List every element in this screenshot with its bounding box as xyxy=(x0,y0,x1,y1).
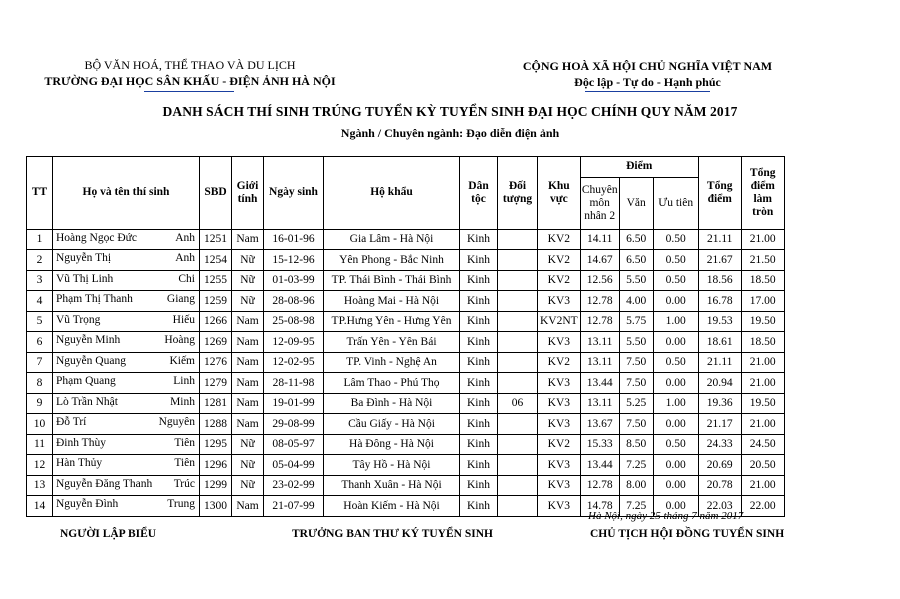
cell-dob: 29-08-99 xyxy=(264,414,324,435)
nation-name: CỘNG HOÀ XÃ HỘI CHỦ NGHĨA VIỆT NAM xyxy=(522,59,773,73)
cell-ethnic: Kinh xyxy=(460,352,498,373)
cell-total: 22.03 xyxy=(698,496,741,517)
cell-region: KV3 xyxy=(538,291,581,312)
cell-target xyxy=(498,311,538,332)
admission-table xyxy=(26,156,785,517)
cell-dob: 05-04-99 xyxy=(264,455,324,476)
cell-gender: Nữ xyxy=(232,475,264,496)
cell-residence: Lâm Thao - Phú Thọ xyxy=(324,373,460,394)
document-subtitle: Ngành / Chuyên ngành: Đạo diễn điện ảnh xyxy=(340,126,560,140)
col-tt: TT xyxy=(27,157,53,230)
cell-sbd: 1269 xyxy=(200,332,232,353)
cell-dob: 25-08-98 xyxy=(264,311,324,332)
cell-priority: 0.00 xyxy=(653,414,698,435)
table-row xyxy=(27,434,785,455)
cell-target xyxy=(498,229,538,250)
cell-total: 20.78 xyxy=(698,475,741,496)
cell-residence: TP. Vinh - Nghệ An xyxy=(324,352,460,373)
cell-name xyxy=(53,332,200,353)
given-name: Trúc xyxy=(173,477,195,490)
cell-ethnic: Kinh xyxy=(460,270,498,291)
cell-region: KV3 xyxy=(538,393,581,414)
cell-gender: Nữ xyxy=(232,270,264,291)
cell-priority: 0.50 xyxy=(653,352,698,373)
cell-region: KV2 xyxy=(538,250,581,271)
sign-date: Hà Nội, ngày 25 tháng 7 năm 2017 xyxy=(588,510,744,522)
table-row xyxy=(27,311,785,332)
motto-underline xyxy=(585,91,710,92)
cell-tt: 4 xyxy=(27,291,53,312)
cell-lit: 4.00 xyxy=(619,291,653,312)
table-row xyxy=(27,352,785,373)
col-rounded: Tổng điểm làm tròn xyxy=(741,157,784,230)
cell-residence: Cầu Giấy - Hà Nội xyxy=(324,414,460,435)
cell-sbd: 1251 xyxy=(200,229,232,250)
cell-rounded: 17.00 xyxy=(741,291,784,312)
family-name: Hoàng Ngọc Đức xyxy=(56,231,137,244)
cell-major: 12.56 xyxy=(580,270,619,291)
cell-region: KV2NT xyxy=(538,311,581,332)
cell-tt: 2 xyxy=(27,250,53,271)
school-name: TRƯỜNG ĐẠI HỌC SÂN KHẤU - ĐIỆN ẢNH HÀ NỘI xyxy=(44,74,336,88)
cell-dob: 19-01-99 xyxy=(264,393,324,414)
cell-rounded: 21.50 xyxy=(741,250,784,271)
cell-target: 06 xyxy=(498,393,538,414)
cell-total: 19.36 xyxy=(698,393,741,414)
cell-ethnic: Kinh xyxy=(460,414,498,435)
cell-priority: 0.50 xyxy=(653,434,698,455)
cell-tt: 8 xyxy=(27,373,53,394)
cell-priority: 0.00 xyxy=(653,291,698,312)
cell-total: 20.69 xyxy=(698,455,741,476)
cell-sbd: 1300 xyxy=(200,496,232,517)
cell-target xyxy=(498,332,538,353)
cell-region: KV3 xyxy=(538,414,581,435)
cell-name xyxy=(53,455,200,476)
col-total: Tổng điểm xyxy=(698,157,741,230)
school-underline xyxy=(144,91,234,92)
cell-name xyxy=(53,475,200,496)
cell-priority: 1.00 xyxy=(653,393,698,414)
family-name: Nguyễn Đăng Thanh xyxy=(56,477,153,490)
cell-lit: 5.50 xyxy=(619,332,653,353)
cell-total: 19.53 xyxy=(698,311,741,332)
cell-region: KV3 xyxy=(538,496,581,517)
col-lit: Văn xyxy=(619,177,653,229)
cell-name xyxy=(53,250,200,271)
col-major: Chuyên môn nhân 2 xyxy=(580,177,619,229)
cell-tt: 1 xyxy=(27,229,53,250)
cell-residence: Hoàng Mai - Hà Nội xyxy=(324,291,460,312)
cell-sbd: 1296 xyxy=(200,455,232,476)
motto: Độc lập - Tự do - Hạnh phúc xyxy=(574,75,721,89)
cell-rounded: 21.00 xyxy=(741,373,784,394)
family-name: Phạm Quang xyxy=(56,375,116,387)
cell-dob: 08-05-97 xyxy=(264,434,324,455)
cell-rounded: 20.50 xyxy=(741,455,784,476)
cell-region: KV2 xyxy=(538,229,581,250)
chairman-signature-label: CHỦ TỊCH HỘI ĐỒNG TUYỂN SINH xyxy=(590,528,785,540)
cell-dob: 21-07-99 xyxy=(264,496,324,517)
cell-priority: 0.00 xyxy=(653,475,698,496)
cell-residence: Hà Đông - Hà Nội xyxy=(324,434,460,455)
cell-sbd: 1259 xyxy=(200,291,232,312)
cell-ethnic: Kinh xyxy=(460,250,498,271)
col-score-group: Điểm xyxy=(580,157,698,178)
cell-region: KV3 xyxy=(538,373,581,394)
family-name: Vũ Trọng xyxy=(56,313,101,326)
cell-residence: TP.Hưng Yên - Hưng Yên xyxy=(324,311,460,332)
cell-sbd: 1295 xyxy=(200,434,232,455)
cell-rounded: 19.50 xyxy=(741,311,784,332)
cell-priority: 0.00 xyxy=(653,332,698,353)
cell-priority: 0.00 xyxy=(653,496,698,517)
cell-sbd: 1266 xyxy=(200,311,232,332)
cell-major: 12.78 xyxy=(580,291,619,312)
family-name: Nguyễn Đình xyxy=(56,498,119,510)
cell-name xyxy=(53,352,200,373)
table-row xyxy=(27,393,785,414)
cell-major: 12.78 xyxy=(580,311,619,332)
cell-major: 14.78 xyxy=(580,496,619,517)
cell-total: 21.11 xyxy=(698,352,741,373)
cell-total: 21.17 xyxy=(698,414,741,435)
cell-target xyxy=(498,414,538,435)
cell-name xyxy=(53,434,200,455)
table-row xyxy=(27,475,785,496)
table-row xyxy=(27,373,785,394)
cell-major: 14.67 xyxy=(580,250,619,271)
cell-residence: Hoàn Kiếm - Hà Nội xyxy=(324,496,460,517)
cell-ethnic: Kinh xyxy=(460,332,498,353)
cell-tt: 5 xyxy=(27,311,53,332)
cell-region: KV2 xyxy=(538,270,581,291)
cell-priority: 0.00 xyxy=(653,373,698,394)
cell-gender: Nữ xyxy=(232,455,264,476)
cell-ethnic: Kinh xyxy=(460,373,498,394)
cell-residence: Gia Lâm - Hà Nội xyxy=(324,229,460,250)
cell-gender: Nữ xyxy=(232,434,264,455)
given-name: Minh xyxy=(170,395,195,408)
cell-name xyxy=(53,291,200,312)
cell-name xyxy=(53,414,200,435)
cell-gender: Nữ xyxy=(232,291,264,312)
cell-tt: 13 xyxy=(27,475,53,496)
cell-gender: Nam xyxy=(232,393,264,414)
cell-rounded: 22.00 xyxy=(741,496,784,517)
cell-target xyxy=(498,475,538,496)
cell-tt: 6 xyxy=(27,332,53,353)
cell-rounded: 24.50 xyxy=(741,434,784,455)
cell-name xyxy=(53,229,200,250)
cell-target xyxy=(498,270,538,291)
cell-total: 24.33 xyxy=(698,434,741,455)
cell-ethnic: Kinh xyxy=(460,291,498,312)
cell-gender: Nam xyxy=(232,373,264,394)
table-row xyxy=(27,414,785,435)
cell-target xyxy=(498,455,538,476)
cell-total: 16.78 xyxy=(698,291,741,312)
cell-ethnic: Kinh xyxy=(460,475,498,496)
cell-sbd: 1288 xyxy=(200,414,232,435)
family-name: Nguyễn Minh xyxy=(56,334,121,346)
cell-lit: 6.50 xyxy=(619,250,653,271)
cell-major: 13.44 xyxy=(580,455,619,476)
given-name: Giang xyxy=(166,293,195,305)
col-dob: Ngày sinh xyxy=(264,157,324,230)
cell-gender: Nam xyxy=(232,352,264,373)
cell-gender: Nam xyxy=(232,414,264,435)
cell-ethnic: Kinh xyxy=(460,229,498,250)
cell-lit: 7.25 xyxy=(619,496,653,517)
cell-tt: 14 xyxy=(27,496,53,517)
family-name: Hàn Thủy xyxy=(56,457,103,469)
cell-target xyxy=(498,434,538,455)
cell-lit: 5.25 xyxy=(619,393,653,414)
cell-target xyxy=(498,496,538,517)
cell-lit: 5.75 xyxy=(619,311,653,332)
cell-residence: Yên Phong - Bắc Ninh xyxy=(324,250,460,271)
col-sbd: SBD xyxy=(200,157,232,230)
cell-major: 15.33 xyxy=(580,434,619,455)
table-row xyxy=(27,250,785,271)
cell-residence: Trấn Yên - Yên Bái xyxy=(324,332,460,353)
cell-gender: Nam xyxy=(232,332,264,353)
cell-residence: Ba Đình - Hà Nội xyxy=(324,393,460,414)
col-region: Khu vực xyxy=(538,157,581,230)
given-name: Trung xyxy=(167,498,195,510)
cell-dob: 01-03-99 xyxy=(264,270,324,291)
family-name: Đỗ Trí xyxy=(56,416,87,428)
cell-tt: 10 xyxy=(27,414,53,435)
family-name: Vũ Thị Linh xyxy=(56,272,114,285)
cell-target xyxy=(498,250,538,271)
cell-dob: 12-02-95 xyxy=(264,352,324,373)
cell-residence: TP. Thái Bình - Thái Bình xyxy=(324,270,460,291)
cell-name xyxy=(53,373,200,394)
cell-ethnic: Kinh xyxy=(460,393,498,414)
preparer-signature-label: NGƯỜI LẬP BIỂU xyxy=(60,528,157,540)
national-header xyxy=(505,58,790,90)
given-name: Anh xyxy=(175,252,195,264)
col-gender: Giới tính xyxy=(232,157,264,230)
cell-rounded: 18.50 xyxy=(741,332,784,353)
family-name: Phạm Thị Thanh xyxy=(56,293,133,305)
cell-dob: 28-08-96 xyxy=(264,291,324,312)
cell-name xyxy=(53,496,200,517)
cell-rounded: 21.00 xyxy=(741,352,784,373)
cell-lit: 7.50 xyxy=(619,414,653,435)
cell-ethnic: Kinh xyxy=(460,455,498,476)
table-row xyxy=(27,291,785,312)
given-name: Kiếm xyxy=(169,354,195,367)
cell-lit: 5.50 xyxy=(619,270,653,291)
cell-major: 13.11 xyxy=(580,393,619,414)
cell-name xyxy=(53,393,200,414)
cell-dob: 28-11-98 xyxy=(264,373,324,394)
cell-sbd: 1281 xyxy=(200,393,232,414)
cell-sbd: 1299 xyxy=(200,475,232,496)
cell-major: 14.11 xyxy=(580,229,619,250)
cell-lit: 7.50 xyxy=(619,373,653,394)
given-name: Hiếu xyxy=(172,313,195,326)
secretary-signature-label: TRƯỞNG BAN THƯ KÝ TUYỂN SINH xyxy=(292,528,493,540)
cell-sbd: 1254 xyxy=(200,250,232,271)
cell-major: 12.78 xyxy=(580,475,619,496)
table-row xyxy=(27,270,785,291)
table-row xyxy=(27,455,785,476)
cell-gender: Nam xyxy=(232,229,264,250)
cell-ethnic: Kinh xyxy=(460,496,498,517)
cell-name xyxy=(53,270,200,291)
cell-region: KV3 xyxy=(538,475,581,496)
cell-priority: 0.50 xyxy=(653,250,698,271)
cell-target xyxy=(498,373,538,394)
cell-region: KV2 xyxy=(538,434,581,455)
cell-sbd: 1276 xyxy=(200,352,232,373)
cell-total: 20.94 xyxy=(698,373,741,394)
given-name: Hoàng xyxy=(164,334,195,346)
cell-sbd: 1255 xyxy=(200,270,232,291)
cell-major: 13.11 xyxy=(580,332,619,353)
cell-priority: 0.00 xyxy=(653,455,698,476)
family-name: Nguyễn Quang xyxy=(56,354,126,367)
cell-lit: 7.50 xyxy=(619,352,653,373)
cell-major: 13.67 xyxy=(580,414,619,435)
cell-ethnic: Kinh xyxy=(460,311,498,332)
family-name: Đinh Thùy xyxy=(56,436,106,449)
cell-rounded: 21.00 xyxy=(741,414,784,435)
cell-sbd: 1279 xyxy=(200,373,232,394)
cell-dob: 23-02-99 xyxy=(264,475,324,496)
cell-tt: 11 xyxy=(27,434,53,455)
cell-residence: Tây Hồ - Hà Nội xyxy=(324,455,460,476)
cell-rounded: 18.50 xyxy=(741,270,784,291)
cell-gender: Nam xyxy=(232,311,264,332)
cell-dob: 15-12-96 xyxy=(264,250,324,271)
table-row xyxy=(27,332,785,353)
cell-gender: Nữ xyxy=(232,250,264,271)
cell-target xyxy=(498,291,538,312)
cell-tt: 12 xyxy=(27,455,53,476)
cell-target xyxy=(498,352,538,373)
cell-rounded: 21.00 xyxy=(741,229,784,250)
table-row xyxy=(27,229,785,250)
cell-total: 21.67 xyxy=(698,250,741,271)
issuer-block xyxy=(40,57,340,89)
cell-priority: 0.50 xyxy=(653,229,698,250)
cell-residence: Thanh Xuân - Hà Nội xyxy=(324,475,460,496)
cell-rounded: 21.00 xyxy=(741,475,784,496)
document-title: DANH SÁCH THÍ SINH TRÚNG TUYỂN KỲ TUYỂN SINH ĐẠI HỌC CHÍNH QUY NĂM 2017 xyxy=(162,104,738,119)
cell-rounded: 19.50 xyxy=(741,393,784,414)
cell-name xyxy=(53,311,200,332)
col-name: Họ và tên thí sinh xyxy=(53,157,200,230)
given-name: Tiên xyxy=(174,457,195,469)
cell-total: 18.61 xyxy=(698,332,741,353)
cell-tt: 9 xyxy=(27,393,53,414)
cell-priority: 1.00 xyxy=(653,311,698,332)
family-name: Nguyễn Thị xyxy=(56,252,112,264)
cell-gender: Nam xyxy=(232,496,264,517)
given-name: Nguyên xyxy=(158,416,195,428)
cell-priority: 0.50 xyxy=(653,270,698,291)
cell-lit: 6.50 xyxy=(619,229,653,250)
cell-tt: 7 xyxy=(27,352,53,373)
col-residence: Hộ khẩu xyxy=(324,157,460,230)
cell-region: KV3 xyxy=(538,455,581,476)
cell-ethnic: Kinh xyxy=(460,434,498,455)
cell-region: KV2 xyxy=(538,352,581,373)
cell-total: 21.11 xyxy=(698,229,741,250)
cell-lit: 8.00 xyxy=(619,475,653,496)
cell-tt: 3 xyxy=(27,270,53,291)
col-priority: Ưu tiên xyxy=(653,177,698,229)
given-name: Anh xyxy=(175,231,195,244)
family-name: Lò Trần Nhật xyxy=(56,395,118,408)
col-target: Đối tượng xyxy=(498,157,538,230)
given-name: Linh xyxy=(173,375,195,387)
ministry-name: BỘ VĂN HOÁ, THỂ THAO VÀ DU LỊCH xyxy=(84,58,296,72)
cell-major: 13.44 xyxy=(580,373,619,394)
cell-total: 18.56 xyxy=(698,270,741,291)
given-name: Chi xyxy=(178,272,195,285)
given-name: Tiên xyxy=(174,436,195,449)
cell-major: 13.11 xyxy=(580,352,619,373)
cell-lit: 7.25 xyxy=(619,455,653,476)
cell-lit: 8.50 xyxy=(619,434,653,455)
cell-dob: 16-01-96 xyxy=(264,229,324,250)
col-ethnic: Dân tộc xyxy=(460,157,498,230)
cell-dob: 12-09-95 xyxy=(264,332,324,353)
cell-region: KV3 xyxy=(538,332,581,353)
